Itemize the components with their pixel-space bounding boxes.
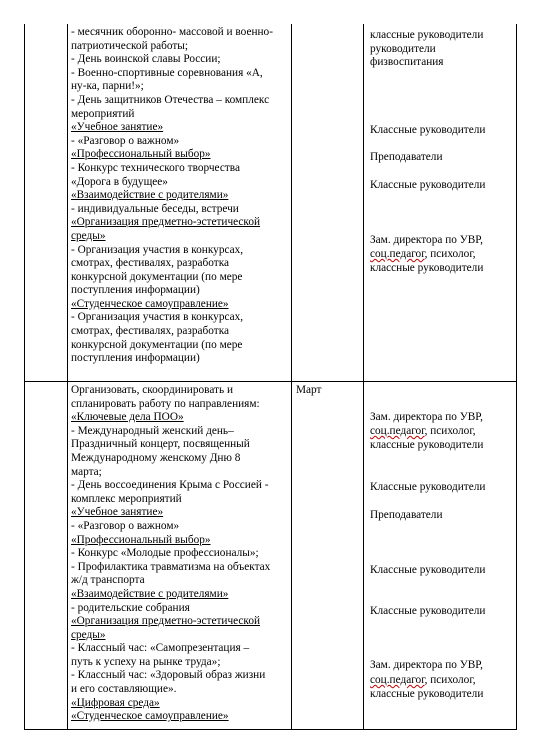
activity-line: - Профилактика травматизма на объектах bbox=[71, 560, 271, 573]
responsible-line: физвоспитания bbox=[370, 56, 444, 68]
row-separator bbox=[24, 381, 517, 382]
activity-line: «Дорога в будущее» bbox=[71, 175, 168, 188]
activity-line: - родительские собрания bbox=[71, 601, 190, 614]
activity-line: конкурсной документации (по мере bbox=[71, 338, 243, 351]
activity-line: путь к успеху на рынке труда»; bbox=[71, 655, 221, 668]
activity-section-heading: «Студенческое самоуправление» bbox=[71, 297, 229, 310]
responsible-line: Зам. директора по УВР, bbox=[370, 411, 483, 423]
responsible-line: соц.педагог, психолог, bbox=[370, 425, 476, 437]
activity-line: конкурсной документации (по мере bbox=[71, 270, 243, 283]
responsible-line: классные руководители bbox=[370, 29, 484, 41]
activity-section-heading: «Взаимодействие с родителями» bbox=[71, 189, 229, 202]
activity-line: поступления информации) bbox=[71, 284, 200, 297]
activity-line: - Международный женский день– bbox=[71, 424, 234, 437]
activity-line: - День защитников Отечества – комплекс bbox=[71, 93, 270, 106]
responsible-line: классные руководители bbox=[370, 688, 484, 700]
table-border-right bbox=[516, 24, 517, 730]
activity-section-heading: «Взаимодействие с родителями» bbox=[71, 587, 229, 600]
activity-line: Праздничный концерт, посвященный bbox=[71, 438, 250, 451]
activity-line: - День воссоединения Крыма с Россией - bbox=[71, 479, 269, 492]
month-label: Март bbox=[296, 384, 322, 396]
activity-line: - Военно-спортивные соревнования «А, bbox=[71, 66, 263, 79]
activity-line: - «Разговор о важном» bbox=[71, 519, 180, 532]
activity-line: ж/д транспорта bbox=[71, 574, 145, 587]
responsible-line: Зам. директора по УВР, bbox=[370, 234, 483, 246]
activity-line: поступления информации) bbox=[71, 352, 200, 365]
table-divider-1 bbox=[67, 24, 68, 730]
activity-section-heading: «Профессиональный выбор» bbox=[71, 148, 211, 161]
responsible-line: Преподаватели bbox=[370, 509, 443, 521]
activity-line: ну-ка, парни!»; bbox=[71, 80, 144, 93]
activity-line: мероприятий bbox=[71, 107, 135, 120]
activity-line: - Конкурс «Молодые профессионалы»; bbox=[71, 547, 259, 560]
activity-line: - Организация участия в конкурсах, bbox=[71, 311, 244, 324]
activity-line: марта; bbox=[71, 465, 102, 478]
responsible-line: классные руководители bbox=[370, 262, 484, 274]
responsible-line: руководители bbox=[370, 43, 436, 55]
activity-line: комплекс мероприятий bbox=[71, 492, 182, 505]
activity-line: - «Разговор о важном» bbox=[71, 134, 180, 147]
responsible-line: Классные руководители bbox=[370, 124, 486, 136]
responsible-line: Зам. директора по УВР, bbox=[370, 659, 483, 671]
activity-line: смотрах, фестивалях, разработка bbox=[71, 257, 230, 270]
activity-section-heading: «Профессиональный выбор» bbox=[71, 533, 211, 546]
responsible-line: соц.педагог, психолог, bbox=[370, 674, 476, 686]
activity-line: - индивидуальные беседы, встречи bbox=[71, 202, 239, 215]
activity-line: - Конкурс технического творчества bbox=[71, 161, 240, 174]
activity-section-heading: «Студенческое самоуправление» bbox=[71, 710, 229, 723]
activity-line: и его составляющие». bbox=[71, 683, 177, 696]
table-divider-2 bbox=[291, 24, 292, 730]
activity-line: - Организация участия в конкурсах, bbox=[71, 243, 244, 256]
activity-line: - День воинской славы России; bbox=[71, 53, 221, 66]
row2-activities-cell bbox=[71, 384, 289, 724]
activity-line: Международному женскому Дню 8 bbox=[71, 451, 241, 464]
row2-month-cell bbox=[296, 384, 360, 398]
responsible-line: Классные руководители bbox=[370, 564, 486, 576]
activity-section-heading: «Цифровая среда» bbox=[71, 696, 160, 709]
activity-section-heading: «Учебное занятие» bbox=[71, 121, 164, 134]
activity-section-heading: «Ключевые дела ПОО» bbox=[71, 411, 184, 424]
activity-line: - Классный час: «Здоровый образ жизни bbox=[71, 669, 266, 682]
activity-line: спланировать работу по направлениям: bbox=[71, 397, 260, 410]
row1-activities-cell bbox=[71, 26, 289, 366]
activity-line: смотрах, фестивалях, разработка bbox=[71, 325, 230, 338]
activity-section-heading: среды» bbox=[71, 628, 106, 641]
responsible-line: Преподаватели bbox=[370, 151, 443, 163]
activity-section-heading: «Учебное занятие» bbox=[71, 506, 164, 519]
responsible-line: классные руководители bbox=[370, 439, 484, 451]
table-border-bottom bbox=[24, 729, 517, 730]
activity-section-heading: «Организация предметно-эстетической bbox=[71, 216, 261, 229]
activity-line: патриотической работы; bbox=[71, 39, 189, 52]
table-border-left bbox=[24, 24, 25, 730]
responsible-line: Классные руководители bbox=[370, 179, 486, 191]
responsible-line: соц.педагог, психолог, bbox=[370, 248, 476, 260]
activity-line: - Классный час: «Самопрезентация – bbox=[71, 642, 250, 655]
responsible-line: Классные руководители bbox=[370, 481, 486, 493]
activity-line: Организовать, скоординировать и bbox=[71, 384, 234, 396]
activity-section-heading: среды» bbox=[71, 229, 106, 242]
activity-section-heading: «Организация предметно-эстетической bbox=[71, 615, 261, 628]
table-divider-3 bbox=[363, 24, 364, 730]
responsible-line: Классные руководители bbox=[370, 605, 486, 617]
activity-line: - месячник оборонно- массовой и военно- bbox=[71, 26, 273, 38]
